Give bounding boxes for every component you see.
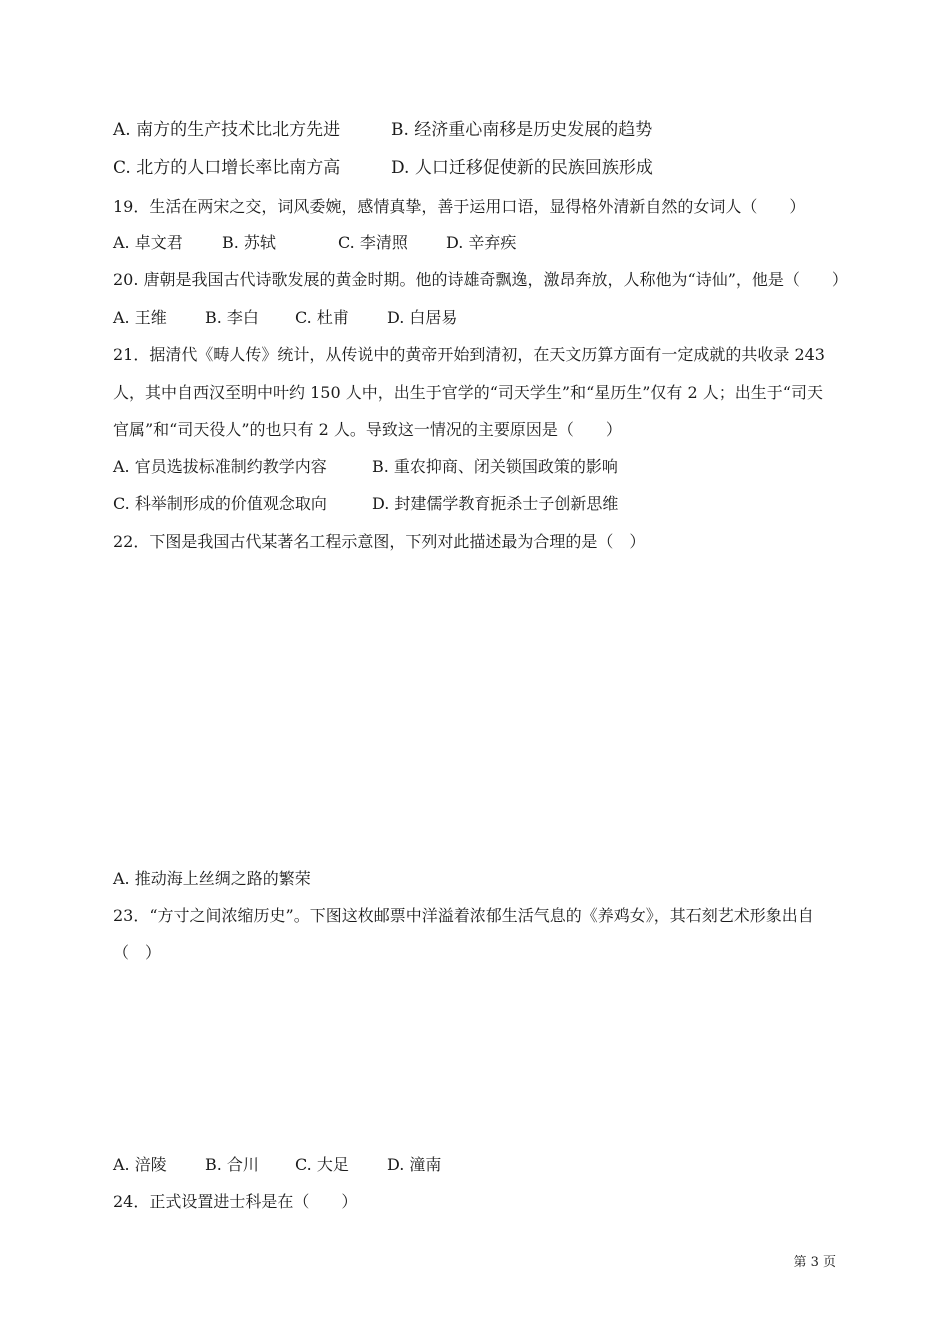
q18-option-a: A. 南方的生产技术比北方先进	[113, 120, 341, 140]
q23-stem-line-1: 23．“方寸之间浓缩历史”。下图这枚邮票中洋溢着浓郁生活气息的《养鸡女》，其石刻艺术形象出自	[113, 906, 814, 925]
q20-option-c: C. 杜甫	[295, 308, 349, 327]
q18-option-c: C. 北方的人口增长率比南方高	[113, 158, 341, 178]
q23-option-d: D. 潼南	[387, 1155, 442, 1174]
q21-option-a: A. 官员选拔标准制约教学内容	[113, 457, 327, 476]
q18-option-b: B. 经济重心南移是历史发展的趋势	[391, 120, 653, 140]
q19-stem: 19．生活在两宋之交，词风委婉，感情真挚，善于运用口语，显得格外清新自然的女词人（ ）	[113, 197, 806, 216]
q18-option-d: D. 人口迁移促使新的民族回族形成	[391, 158, 653, 178]
q21-stem-line-2: 人，其中自西汉至明中叶约 150 人中，出生于官学的“司天学生”和“星历生”仅有 2 人；出生于“司天	[113, 383, 823, 402]
q22-figure-area	[113, 560, 833, 860]
q21-option-c: C. 科举制形成的价值观念取向	[113, 494, 327, 513]
q23-option-b: B. 合川	[205, 1155, 259, 1174]
q23-option-c: C. 大足	[295, 1155, 349, 1174]
q22-stem: 22．下图是我国古代某著名工程示意图，下列对此描述最为合理的是（ ）	[113, 532, 646, 551]
q21-stem-line-3: 官属”和“司天役人”的也只有 2 人。导致这一情况的主要原因是（ ）	[113, 420, 622, 439]
q20-option-a: A. 王维	[113, 308, 167, 327]
q23-option-a: A. 涪陵	[113, 1155, 167, 1174]
q24-stem: 24．正式设置进士科是在（ ）	[113, 1192, 358, 1211]
q20-stem: 20. 唐朝是我国古代诗歌发展的黄金时期。他的诗雄奇飘逸，激昂奔放，人称他为“诗仙”，他是（ ）	[113, 270, 848, 289]
q19-option-d: D. 辛弃疾	[446, 233, 517, 252]
q22-option-a: A. 推动海上丝绸之路的繁荣	[113, 869, 311, 888]
q21-stem-line-1: 21．据清代《畴人传》统计，从传说中的黄帝开始到清初，在天文历算方面有一定成就的共收录 243	[113, 345, 825, 364]
q19-option-a: A. 卓文君	[113, 233, 183, 252]
q19-option-b: B. 苏轼	[222, 233, 276, 252]
q21-option-b: B. 重农抑商、闭关锁国政策的影响	[372, 457, 618, 476]
page-number: 第 3 页	[793, 1255, 836, 1270]
q19-option-c: C. 李清照	[338, 233, 408, 252]
q23-stamp-figure-area	[113, 972, 833, 1152]
q23-stem-line-2: （ ）	[113, 943, 162, 962]
q21-option-d: D. 封建儒学教育扼杀士子创新思维	[372, 494, 619, 513]
q20-option-d: D. 白居易	[387, 308, 458, 327]
q20-option-b: B. 李白	[205, 308, 259, 327]
